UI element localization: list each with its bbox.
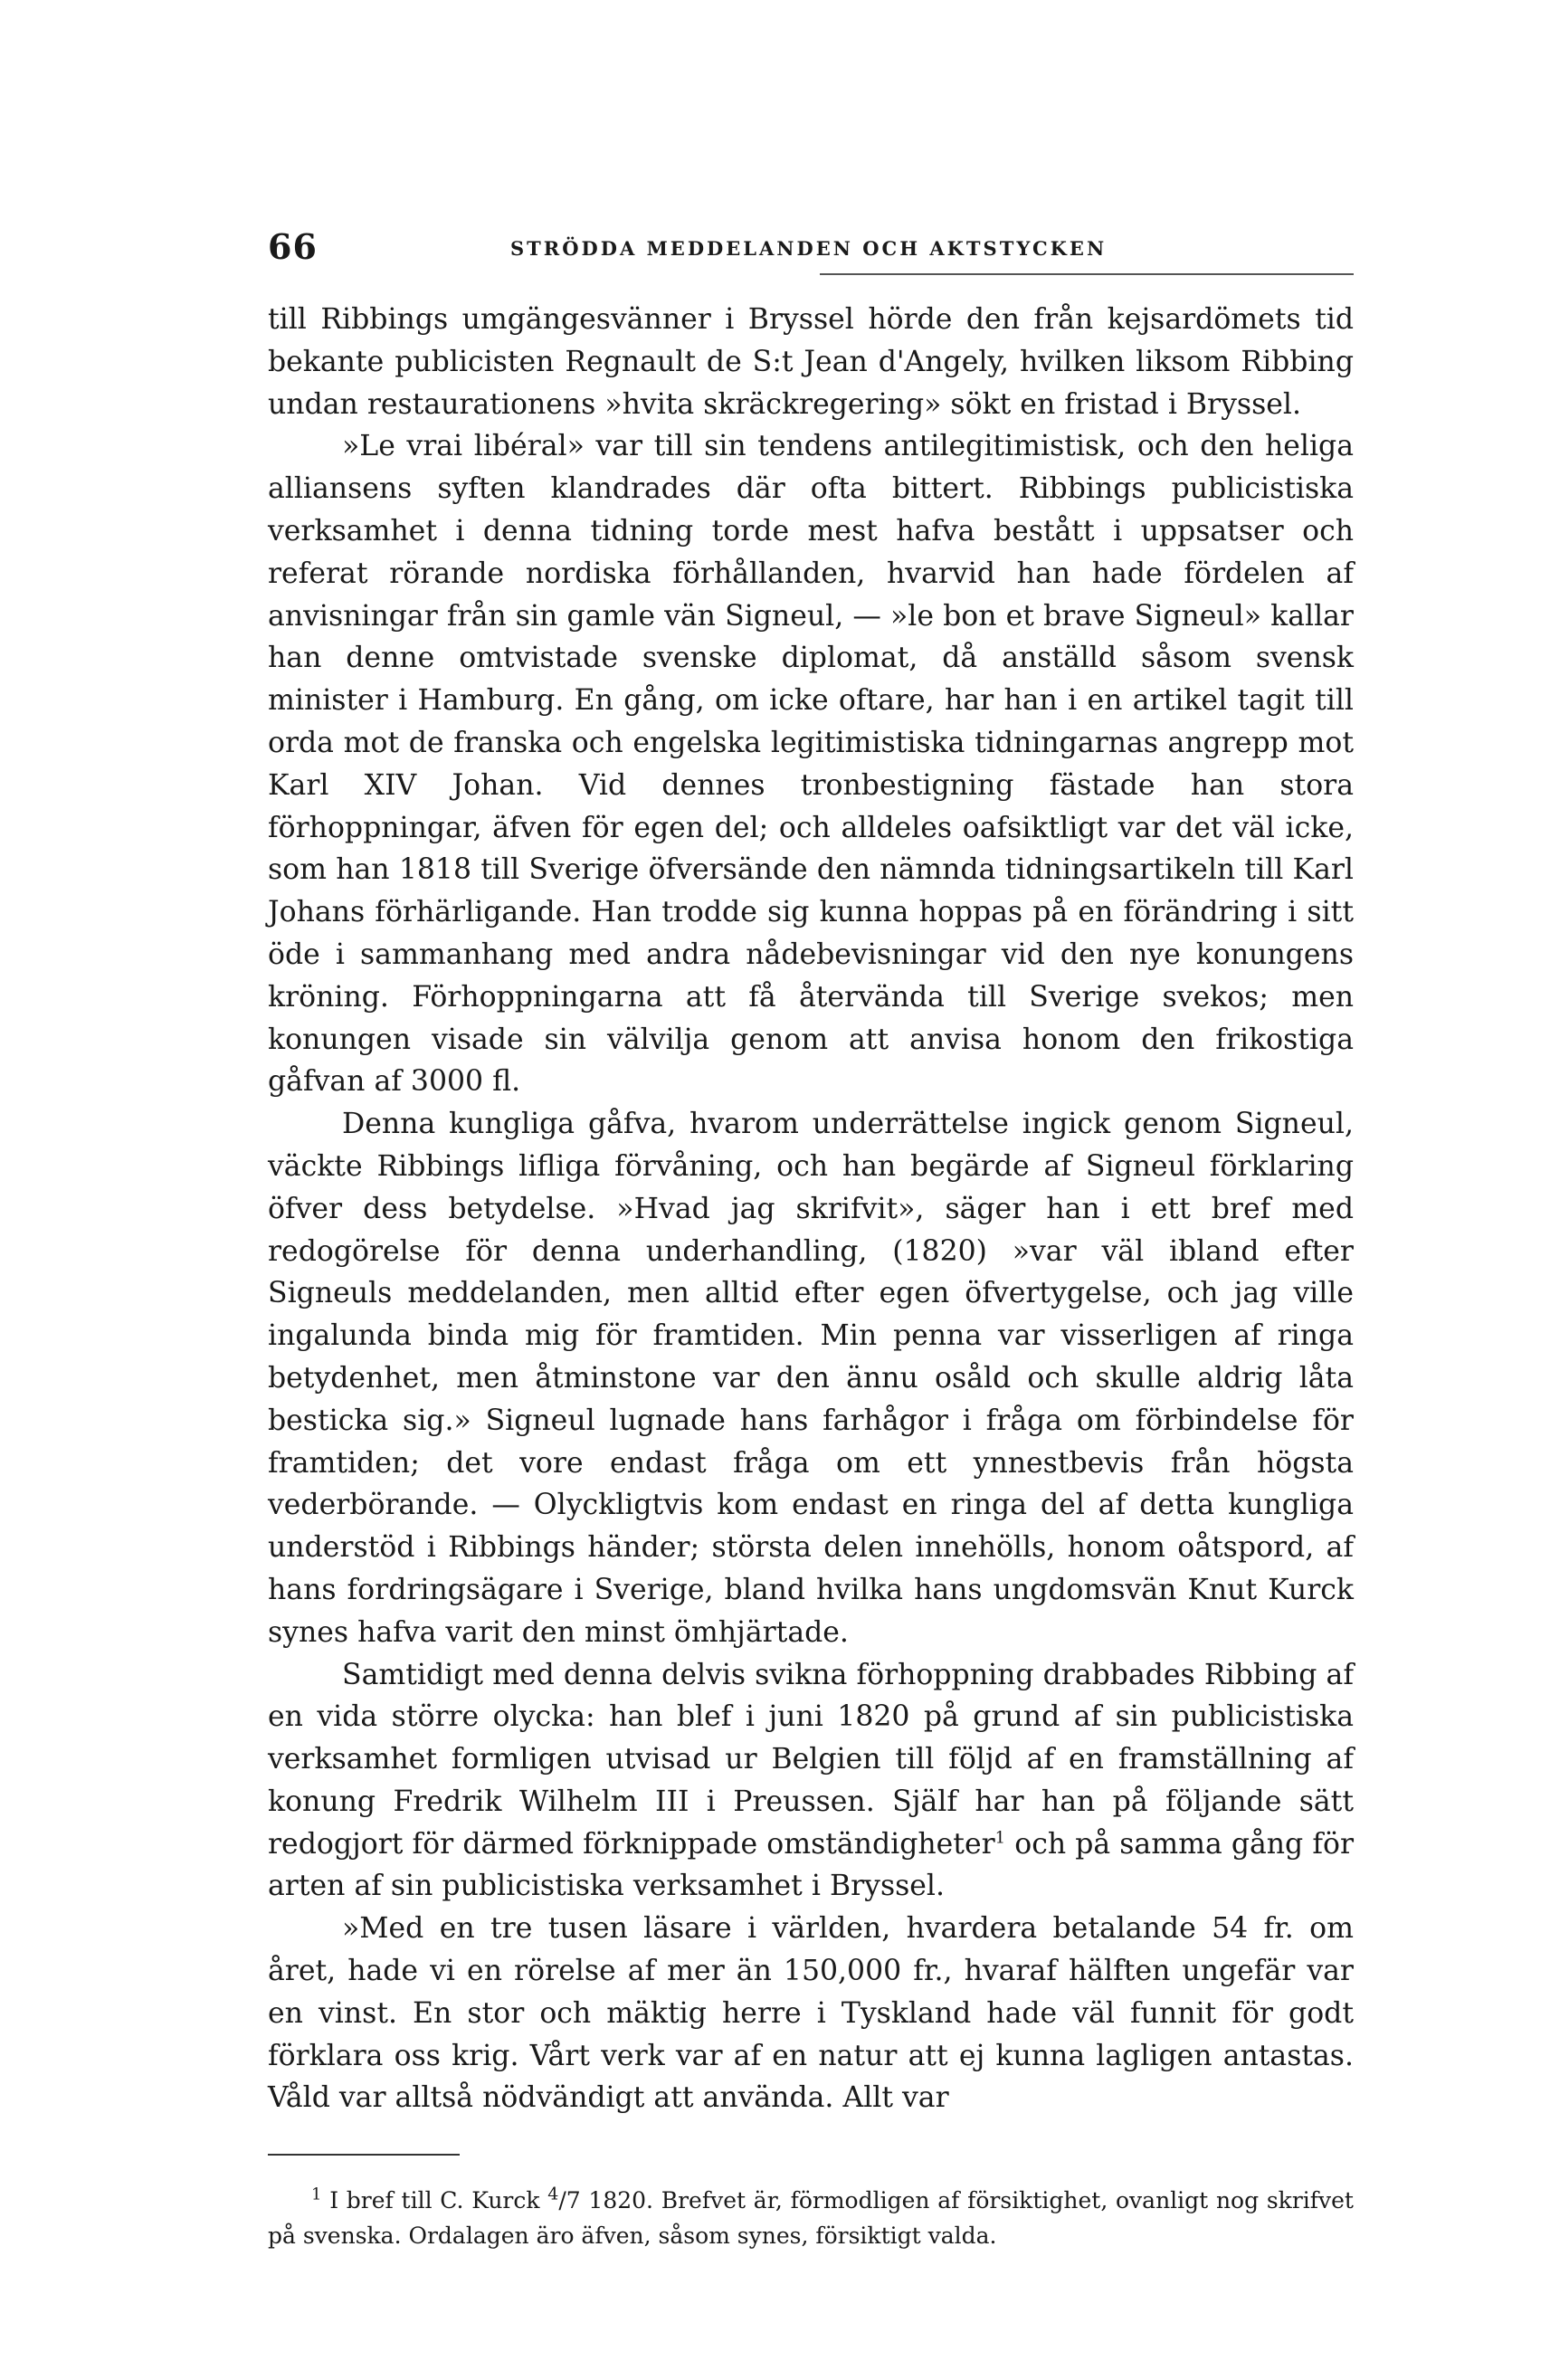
footnote-text-start: I bref till C. Kurck xyxy=(329,2187,548,2214)
footnote xyxy=(268,2183,1354,2253)
header-rule xyxy=(820,273,1354,275)
body-text xyxy=(268,299,1354,2119)
paragraph-3: Denna kungliga gåfva, hvarom underrättelse ingick genom Signeul, väckte Ribbings lifliga förvåning, och han begärde af Signeul förklaring öfver dess betydelse. »Hvad jag skrifvit», säger han i ett bref med redogörelse för denna underhandling, (1820) »var väl ibland efter Signeuls meddelanden, men alltid efter egen öfvertygelse, och jag ville ingalunda binda mig för framtiden. Min penna var visserligen af ringa betydenhet, men åtminstone var den ännu osåld och skulle aldrig låta besticka sig.» Signeul lugnade hans farhågor i fråga om förbindelse för framtiden; det vore endast fråga om ett ynnestbevis från högsta vederbörande. — Olyckligtvis kom endast en ringa del af detta kungliga understöd i Ribbings händer; största delen innehölls, honom oåtspord, af hans fordringsägare i Sverige, bland hvilka hans ungdomsvän Knut Kurck synes hafva varit den minst ömhjärtade. xyxy=(268,1108,1354,1649)
footnote-date-superscript: 4 xyxy=(547,2184,559,2204)
footnote-date: /7 1820. xyxy=(558,2187,653,2214)
footnote-marker: 1 xyxy=(311,2185,322,2204)
page-number: 66 xyxy=(268,226,318,267)
book-page xyxy=(268,226,1354,2253)
paragraph-4-text: Samtidigt med denna delvis svikna förhoppning drabbades Ribbing af en vida större olycka: han blef i juni 1820 på grund af sin publicistiska verksamhet formligen utvisad ur Belgien till följd af en framställning af konung Fredrik Wilhelm III i Preussen. Själf har han på följande sätt redogjort för därmed förknippade omständigheter xyxy=(268,1658,1354,1861)
paragraph-2: »Le vrai libéral» var till sin tendens antilegitimistisk, och den heliga alliansens syften klandrades där ofta bittert. Ribbings publicistiska verksamhet i denna tidning torde mest hafva bestått i uppsatser och referat rörande nordiska förhållanden, hvarvid han hade fördelen af anvisningar från sin gamle vän Signeul, — »le bon et brave Signeul» kallar han denne omtvistade svenske diplomat, då anställd såsom svensk minister i Hamburg. En gång, om icke oftare, har han i en artikel tagit till orda mot de franska och engelska legitimistiska tidningarnas angrepp mot Karl XIV Johan. Vid dennes tronbestigning fästade han stora förhoppningar, äfven för egen del; och alldeles oafsiktligt var det väl icke, som han 1818 till Sverige öfversände den nämnda tidningsartikeln till Karl Johans förhärligande. Han trodde sig kunna hoppas på en förändring i sitt öde i sammanhang med andra nådebevisningar vid den nye konungens kröning. Förhoppningarna att få återvända till Sverige svekos; men konungen visade sin välvilja genom att anvisa honom den frikostiga gåfvan af 3000 fl. xyxy=(268,430,1354,1099)
running-title: STRÖDDA MEDDELANDEN OCH AKTSTYCKEN xyxy=(510,237,1108,260)
paragraph-1: till Ribbings umgängesvänner i Bryssel hörde den från kejsardömets tid bekante publicisten Regnault de S:t Jean d'Angely, hvilken liksom Ribbing undan restaurationens »hvita skräckregering» sökt en fristad i Bryssel. xyxy=(268,303,1354,421)
paragraph-4 xyxy=(268,1654,1354,1909)
footnote-text-end: Brefvet är, förmodligen af försiktighet, ovanligt nog skrifvet på svenska. Ordalagen äro äfven, såsom synes, försiktigt valda. xyxy=(268,2187,1354,2250)
running-head xyxy=(268,226,1354,281)
footnote-reference: 1 xyxy=(994,1828,1006,1848)
footnote-rule xyxy=(268,2154,460,2156)
paragraph-5: »Med en tre tusen läsare i världen, hvardera betalande 54 fr. om året, hade vi en rörelse af mer än 150,000 fr., hvaraf hälften ungefär var en vinst. En stor och mäktig herre i Tyskland hade väl funnit för godt förklara oss krig. Vårt verk var af en natur att ej kunna lagligen antastas. Våld var alltså nödvändigt att använda. Allt var xyxy=(268,1912,1354,2115)
paragraph-4-text-end: och på samma gång för arten af sin publicistiska verksamhet i Bryssel. xyxy=(268,1827,1355,1903)
